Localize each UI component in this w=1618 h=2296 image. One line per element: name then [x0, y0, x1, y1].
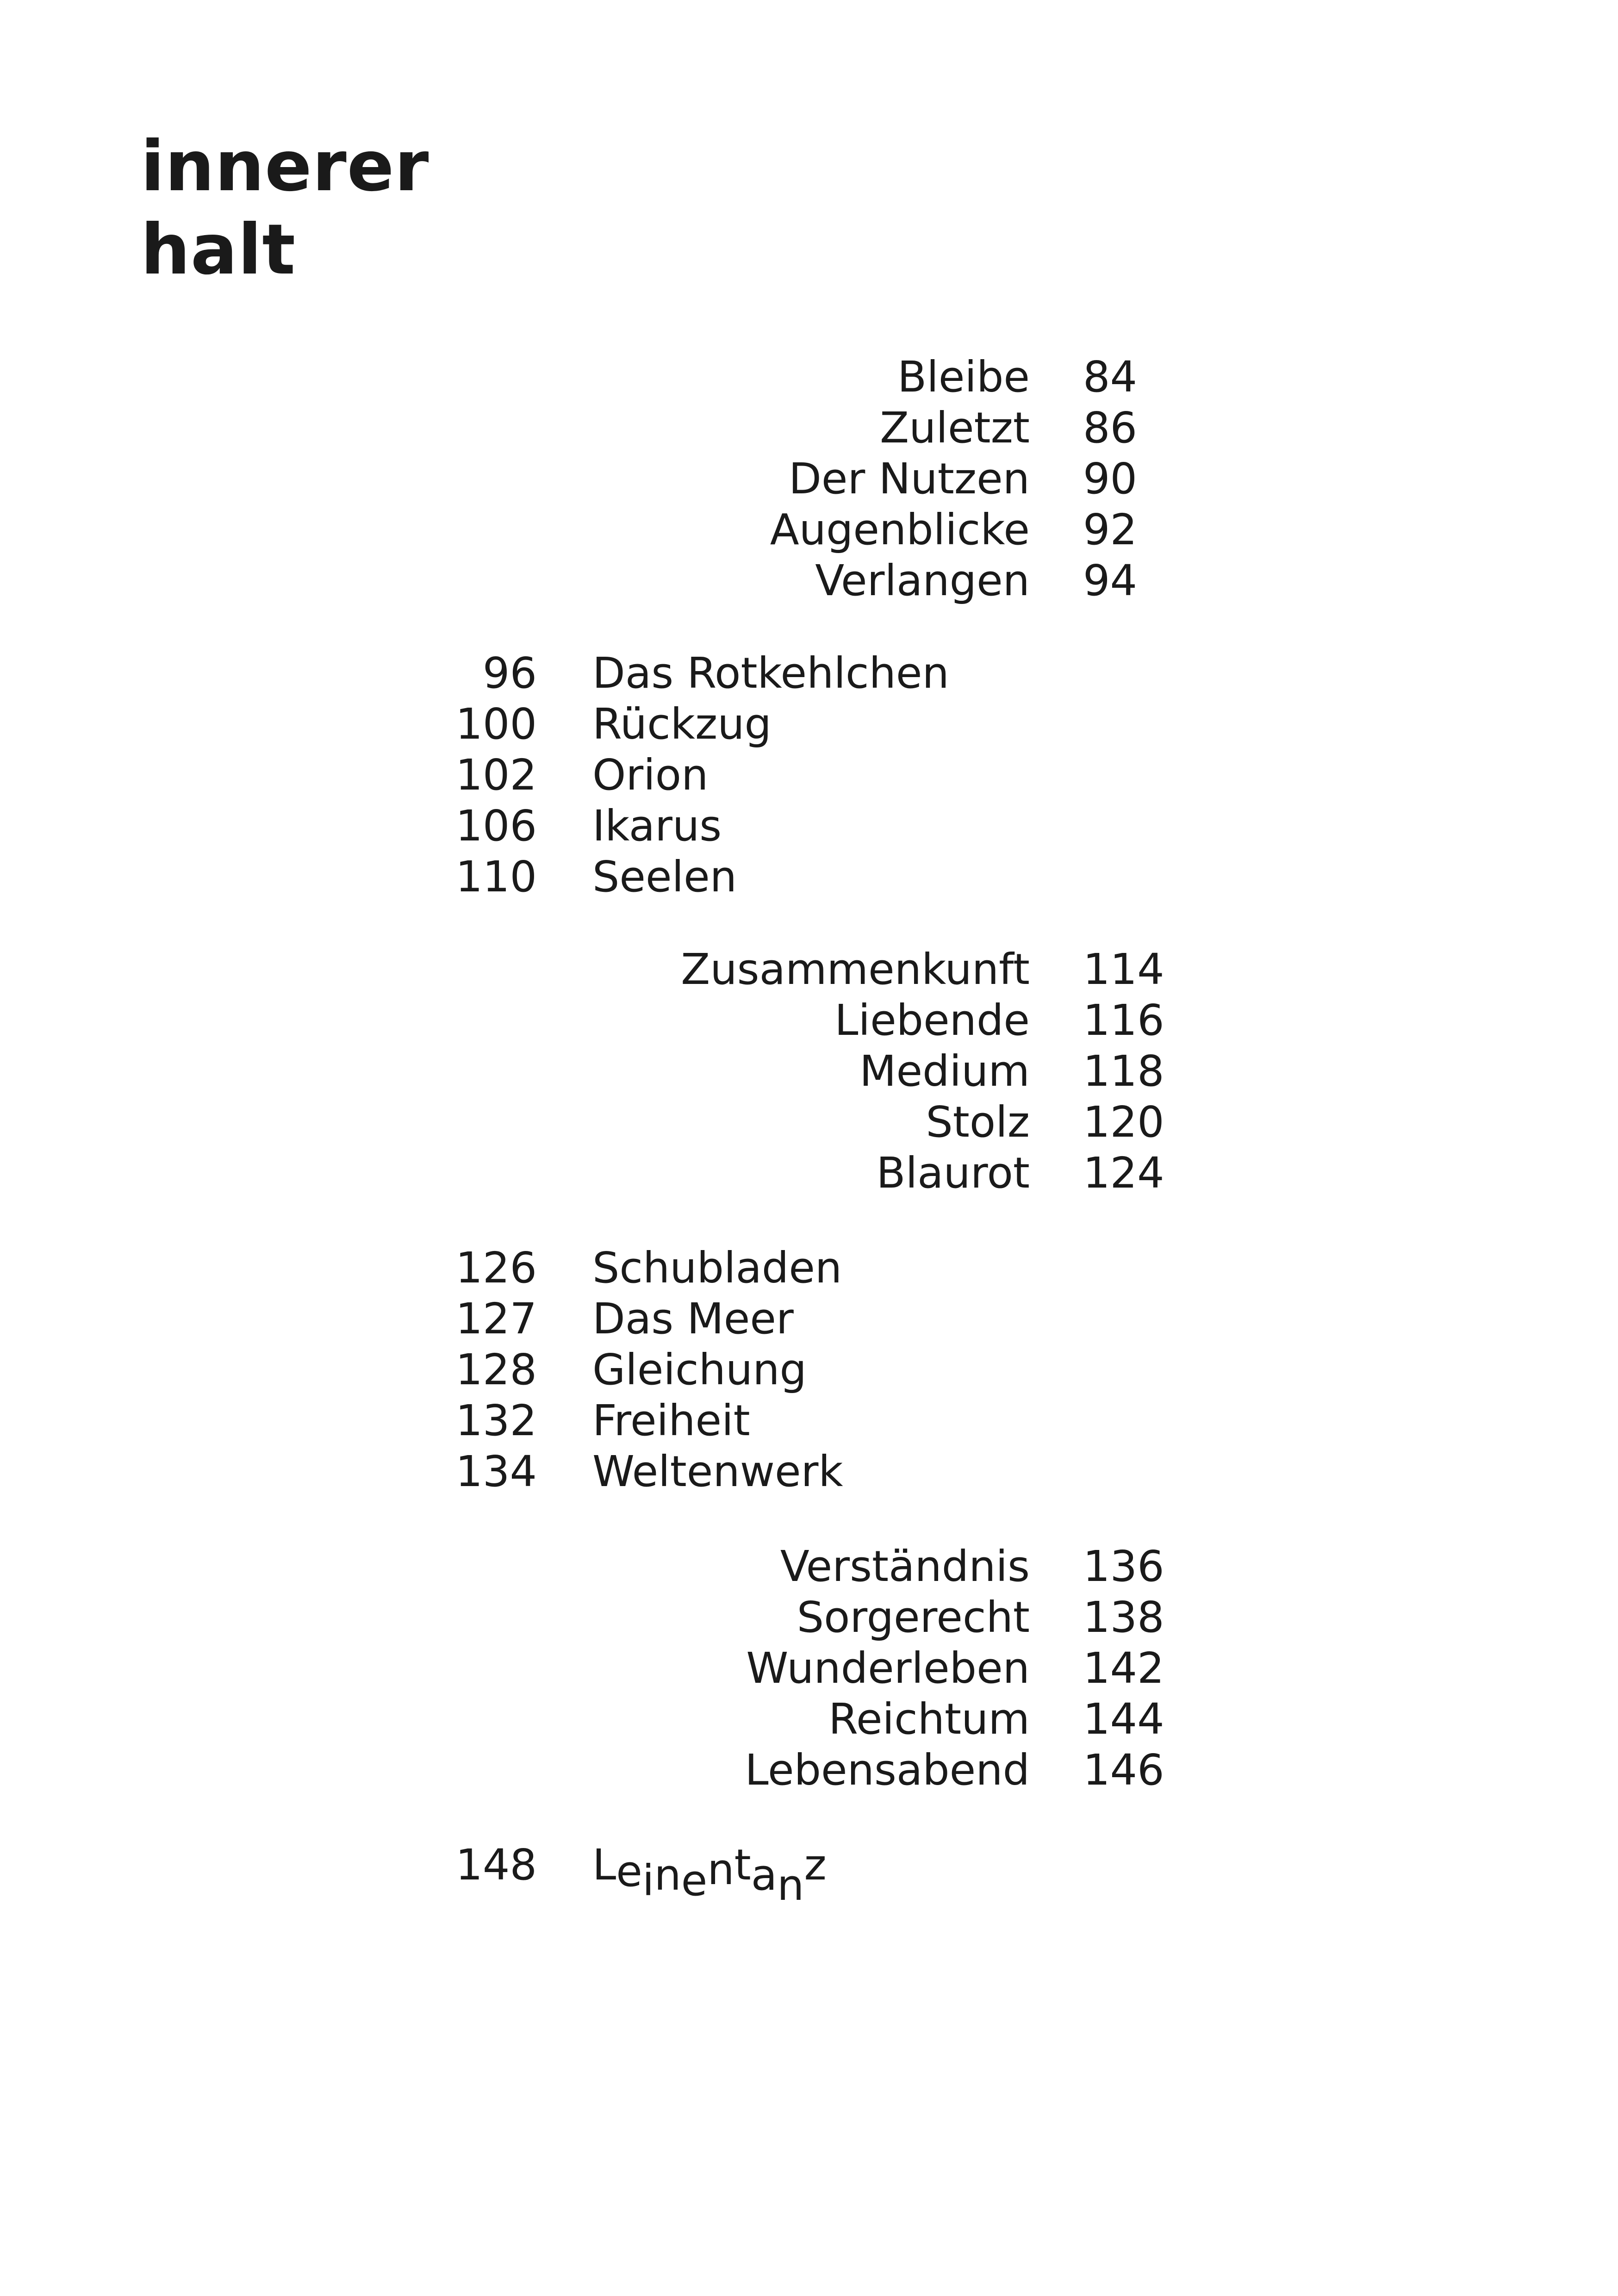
- toc-entry-title: Freiheit: [592, 1396, 750, 1445]
- toc-entry-title: Zuletzt: [880, 403, 1030, 453]
- toc-entry: [648, 403, 1250, 454]
- wavy-letter: z: [804, 1840, 827, 1890]
- toc-entry: [648, 1745, 1250, 1796]
- toc-entry-title: Gleichung: [592, 1345, 807, 1394]
- toc-entry-page: 102: [455, 750, 537, 800]
- toc-entry-title: Reichtum: [828, 1694, 1030, 1744]
- toc-group-6: [417, 1840, 1064, 1910]
- toc-entry-page: 94: [1083, 556, 1138, 605]
- toc-entry-page: 90: [1083, 454, 1138, 504]
- toc-entry-title: Weltenwerk: [592, 1447, 843, 1496]
- wavy-letter: e: [681, 1856, 708, 1905]
- toc-entry-page: 110: [455, 852, 537, 902]
- wavy-letter: n: [707, 1845, 734, 1894]
- toc-entry-title: Das Rotkehlchen: [592, 648, 949, 698]
- toc-entry-title: Zusammenkunft: [681, 945, 1030, 994]
- toc-entry-title: Ikarus: [592, 801, 722, 851]
- wavy-letter: i: [642, 1856, 654, 1905]
- toc-entry: [417, 1294, 1064, 1344]
- toc-entry: [648, 352, 1250, 403]
- toc-entry-page: 116: [1083, 996, 1164, 1045]
- toc-entry-title: Das Meer: [592, 1294, 794, 1344]
- toc-entry: [648, 1643, 1250, 1694]
- toc-entry: [417, 648, 1064, 699]
- toc-entry-page: 124: [1083, 1148, 1164, 1198]
- toc-entry-title: Orion: [592, 750, 709, 800]
- toc-entry-page: 138: [1083, 1593, 1164, 1642]
- toc-entry-page: 100: [455, 699, 537, 749]
- toc-entry-title: Augenblicke: [770, 505, 1030, 554]
- title-line-1: innerer: [141, 126, 429, 207]
- toc-entry-page: 92: [1083, 505, 1138, 554]
- toc-entry-title: Medium: [859, 1046, 1030, 1096]
- toc-entry: [417, 699, 1064, 750]
- toc-entry: [417, 1446, 1064, 1497]
- toc-entry-page: 148: [455, 1840, 537, 1890]
- toc-entry-page: 142: [1083, 1643, 1164, 1693]
- toc-entry-page: 146: [1083, 1745, 1164, 1795]
- toc-entry: [417, 1395, 1064, 1446]
- toc-entry-title-wavy: [592, 1840, 827, 1910]
- wavy-letter: a: [751, 1850, 778, 1900]
- toc-group-4: [417, 1243, 1064, 1497]
- page-title: [141, 125, 429, 292]
- toc-entry: [648, 1694, 1250, 1745]
- toc-entry-page: 114: [1083, 945, 1164, 994]
- toc-entry: [417, 750, 1064, 801]
- toc-entry-page: 84: [1083, 352, 1138, 402]
- toc-entry: [648, 1148, 1250, 1199]
- toc-entry-page: 134: [455, 1447, 537, 1496]
- toc-entry: [648, 944, 1250, 995]
- toc-entry-page: 106: [455, 801, 537, 851]
- toc-entry: [648, 454, 1250, 504]
- toc-entry-title: Liebende: [834, 996, 1030, 1045]
- toc-entry-page: 144: [1083, 1694, 1164, 1744]
- wavy-letter: e: [616, 1847, 642, 1896]
- wavy-letter: n: [777, 1860, 804, 1910]
- toc-entry: [648, 1592, 1250, 1643]
- toc-group-1: [648, 352, 1250, 606]
- toc-entry-title: Verständnis: [780, 1542, 1030, 1591]
- toc-entry-title: Schubladen: [592, 1243, 842, 1293]
- toc-entry-title: Rückzug: [592, 699, 772, 749]
- toc-group-2: [417, 648, 1064, 902]
- toc-entry: [648, 1046, 1250, 1097]
- title-line-2: halt: [141, 210, 296, 290]
- toc-entry-title: Sorgerecht: [797, 1593, 1030, 1642]
- toc-entry-page: 128: [455, 1345, 537, 1394]
- toc-group-3: [648, 944, 1250, 1199]
- toc-entry-title: Wunderleben: [746, 1643, 1030, 1693]
- toc-entry: [417, 852, 1064, 902]
- toc-entry-title: Blaurot: [876, 1148, 1030, 1198]
- toc-entry-page: 120: [1083, 1097, 1164, 1147]
- toc-entry-title: Seelen: [592, 852, 737, 902]
- toc-entry: [648, 995, 1250, 1046]
- toc-entry-page: 118: [1083, 1046, 1164, 1096]
- toc-entry-title: Bleibe: [897, 352, 1030, 402]
- toc-entry-page: 86: [1083, 403, 1138, 453]
- wavy-letter: t: [734, 1840, 751, 1890]
- toc-entry: [648, 1097, 1250, 1148]
- toc-entry-title: Der Nutzen: [789, 454, 1030, 504]
- toc-entry: [417, 1344, 1064, 1395]
- toc-entry-page: 126: [455, 1243, 537, 1293]
- toc-entry-title: Lebensabend: [745, 1745, 1030, 1795]
- wavy-letter: n: [654, 1850, 681, 1900]
- toc-entry-page: 127: [455, 1294, 537, 1344]
- toc-entry-title: Verlangen: [815, 556, 1030, 605]
- toc-entry: [417, 801, 1064, 852]
- toc-entry: [648, 504, 1250, 555]
- toc-entry: [417, 1243, 1064, 1294]
- toc-entry-title: Stolz: [926, 1097, 1030, 1147]
- toc-entry-page: 136: [1083, 1542, 1164, 1591]
- toc-entry: [648, 1541, 1250, 1592]
- toc-group-5: [648, 1541, 1250, 1796]
- toc-entry-page: 132: [455, 1396, 537, 1445]
- toc-entry-page: 96: [482, 648, 537, 698]
- toc-entry: [417, 1840, 1064, 1910]
- wavy-letter: L: [592, 1840, 616, 1890]
- toc-entry: [648, 555, 1250, 606]
